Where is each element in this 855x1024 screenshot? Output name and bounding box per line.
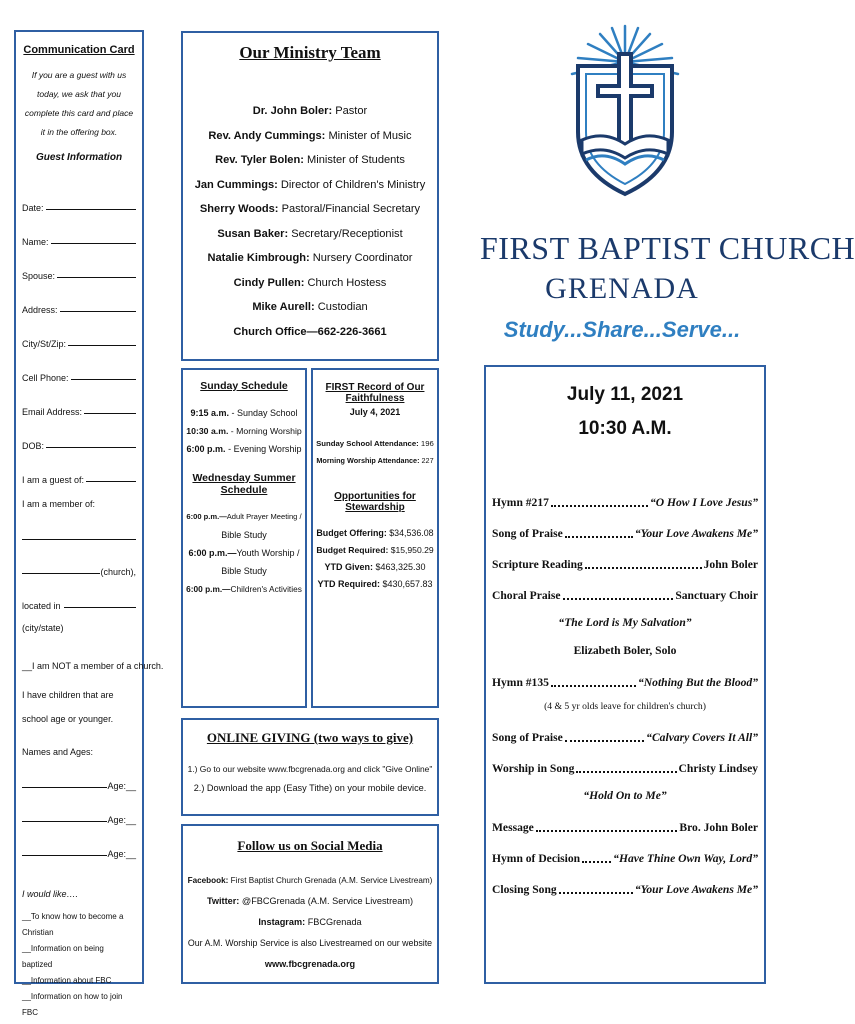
child-age-field-1[interactable]: Age:__ xyxy=(22,757,136,791)
card-title: Communication Card xyxy=(23,44,135,56)
worship-item-choral-praise: Choral Praise Sanctuary Choir xyxy=(492,589,758,602)
worship-item-worship-in-song: Worship in Song Christy Lindsey xyxy=(492,762,758,775)
worship-item-message: Message Bro. John Boler xyxy=(492,821,758,834)
faithfulness-heading: FIRST Record of Our Faithfulness xyxy=(325,382,425,404)
church-tagline: Study...Share...Serve... xyxy=(503,317,741,342)
sunday-item: 9:15 a.m. - Sunday School xyxy=(190,408,298,418)
stewardship-heading: Opportunities for Stewardship xyxy=(334,491,416,513)
city-state-zip-field[interactable]: City/St/Zip: xyxy=(22,315,136,349)
morning-worship-attendance: Morning Worship Attendance: 227 xyxy=(316,456,434,465)
checkbox-baptized[interactable]: __Information on being baptized xyxy=(22,944,104,969)
worship-item-scripture: Scripture Reading John Boler xyxy=(492,558,758,571)
social-media-heading: Follow us on Social Media xyxy=(237,838,383,853)
ministry-heading: Our Ministry Team xyxy=(239,43,381,62)
card-intro: If you are a guest with us today, we ask that you complete this card and place it in the offering box. xyxy=(24,70,134,137)
worship-item-song-of-praise-2: Song of Praise “Calvary Covers It All” xyxy=(492,731,758,744)
checkbox-join-fbc[interactable]: __Information on how to join FBC xyxy=(22,992,123,1017)
guest-info-heading: Guest Information xyxy=(35,152,123,163)
children-label: I have children that are school age or younger. xyxy=(22,690,114,724)
wednesday-schedule-heading: Wednesday Summer Schedule xyxy=(192,472,296,496)
church-city: GRENADA xyxy=(545,272,699,305)
worship-item-closing-song: Closing Song “Your Love Awakens Me” xyxy=(492,883,758,896)
child-age-field-3[interactable]: Age:__ xyxy=(22,825,136,859)
soloist: Elizabeth Boler, Solo xyxy=(573,644,677,657)
faithfulness-box xyxy=(311,368,439,708)
giving-option-website: 1.) Go to our website www.fbcgrenada.org and click "Give Online" xyxy=(187,764,433,774)
budget-item: YTD Given: $463,325.30 xyxy=(324,562,426,572)
spouse-field[interactable]: Spouse: xyxy=(22,247,136,281)
email-field[interactable]: Email Address: xyxy=(22,383,136,417)
member-of-label: I am a member of: xyxy=(22,499,96,509)
staff-item: Cindy Pullen: Church Hostess xyxy=(233,276,387,289)
staff-item: Rev. Andy Cummings: Minister of Music xyxy=(208,129,412,142)
sunday-school-attendance: Sunday School Attendance: 196 xyxy=(316,439,434,448)
schedule-box xyxy=(181,368,307,708)
wednesday-item: 6:00 p.m.—Adult Prayer Meeting / xyxy=(186,512,302,521)
communication-card xyxy=(14,30,164,1017)
facebook-line: Facebook: First Baptist Church Grenada (A.M. Service Livestream) xyxy=(187,876,433,885)
cross-bible-emblem-icon xyxy=(560,22,690,202)
record-date: July 4, 2021 xyxy=(349,407,401,417)
website-link[interactable]: www.fbcgrenada.org xyxy=(264,959,356,969)
instagram-line: Instagram: FBCGrenada xyxy=(258,917,362,927)
service-time: 10:30 A.M. xyxy=(578,418,672,439)
member-of-field[interactable] xyxy=(22,509,136,543)
child-age-field-2[interactable]: Age:__ xyxy=(22,791,136,825)
staff-item: Susan Baker: Secretary/Receptionist xyxy=(217,227,403,240)
located-in-field[interactable]: located in xyxy=(22,577,136,611)
choral-song-title: “The Lord is My Salvation” xyxy=(558,616,692,629)
budget-item: Budget Offering: $34,536.08 xyxy=(316,528,434,538)
cell-phone-field[interactable]: Cell Phone: xyxy=(22,349,136,383)
worship-item-hymn-135: Hymn #135 “Nothing But the Blood” xyxy=(492,676,758,689)
staff-item: Dr. John Boler: Pastor xyxy=(252,105,368,117)
wednesday-item-detail: Bible Study xyxy=(221,566,267,576)
livestream-note: Our A.M. Worship Service is also Livestreamed on our website xyxy=(187,938,433,948)
dob-field[interactable]: DOB: xyxy=(22,417,136,451)
church-field[interactable]: (church), xyxy=(22,543,136,577)
worship-item-hymn-217: Hymn #217 “O How I Love Jesus” xyxy=(492,496,758,509)
childrens-church-note: (4 & 5 yr olds leave for children's church) xyxy=(544,701,706,712)
ministry-team-box xyxy=(181,31,439,361)
staff-item: Rev. Tyler Bolen: Minister of Students xyxy=(215,154,405,166)
order-of-worship-box xyxy=(484,365,766,984)
checkbox-about-fbc[interactable]: __Information about FBC xyxy=(22,976,112,985)
wednesday-item-detail: Bible Study xyxy=(221,530,267,540)
date-field[interactable]: Date: xyxy=(22,179,136,213)
not-member-option[interactable]: __I am NOT a member of a church. xyxy=(22,661,164,671)
names-ages-label: Names and Ages: xyxy=(22,747,94,757)
sunday-item: 10:30 a.m. - Morning Worship xyxy=(186,426,302,436)
worship-item-hymn-of-decision: Hymn of Decision “Have Thine Own Way, Lord” xyxy=(492,852,758,865)
sunday-schedule-heading: Sunday Schedule xyxy=(200,380,288,392)
worship-song-title: “Hold On to Me” xyxy=(583,789,667,802)
staff-list xyxy=(183,99,437,344)
name-field[interactable]: Name: xyxy=(22,213,136,247)
staff-item: Mike Aurell: Custodian xyxy=(252,301,368,313)
guest-of-field[interactable]: I am a guest of: xyxy=(22,451,136,485)
budget-item: Budget Required: $15,950.29 xyxy=(316,545,434,555)
checkbox-become-christian[interactable]: __To know how to become a Christian xyxy=(22,912,124,937)
city-state-label: (city/state) xyxy=(22,623,64,633)
service-date: July 11, 2021 xyxy=(566,384,684,405)
wednesday-item: 6:00 p.m.—Youth Worship / xyxy=(188,548,300,558)
staff-item: Natalie Kimbrough: Nursery Coordinator xyxy=(207,252,413,264)
sunday-item: 6:00 p.m. - Evening Worship xyxy=(186,444,302,454)
staff-item: Jan Cummings: Director of Children's Ministry xyxy=(194,178,426,191)
twitter-line: Twitter: @FBCGrenada (A.M. Service Livestream) xyxy=(206,896,414,906)
online-giving-box xyxy=(181,718,439,816)
worship-item-song-of-praise: Song of Praise “Your Love Awakens Me” xyxy=(492,527,758,540)
staff-item: Sherry Woods: Pastoral/Financial Secretary xyxy=(199,203,421,215)
would-like-label: I would like…. xyxy=(22,889,79,899)
church-office-phone: Church Office—662-226-3661 xyxy=(233,325,387,338)
wednesday-item: 6:00 p.m.—Children's Activities xyxy=(186,584,302,594)
budget-item: YTD Required: $430,657.83 xyxy=(317,579,433,589)
church-name: FIRST BAPTIST CHURCH xyxy=(480,230,855,266)
address-field[interactable]: Address: xyxy=(22,281,136,315)
church-logo xyxy=(480,22,855,362)
social-media-box xyxy=(181,824,439,984)
online-giving-heading: ONLINE GIVING (two ways to give) xyxy=(206,730,414,745)
giving-option-app: 2.) Download the app (Easy Tithe) on your mobile device. xyxy=(193,783,427,793)
